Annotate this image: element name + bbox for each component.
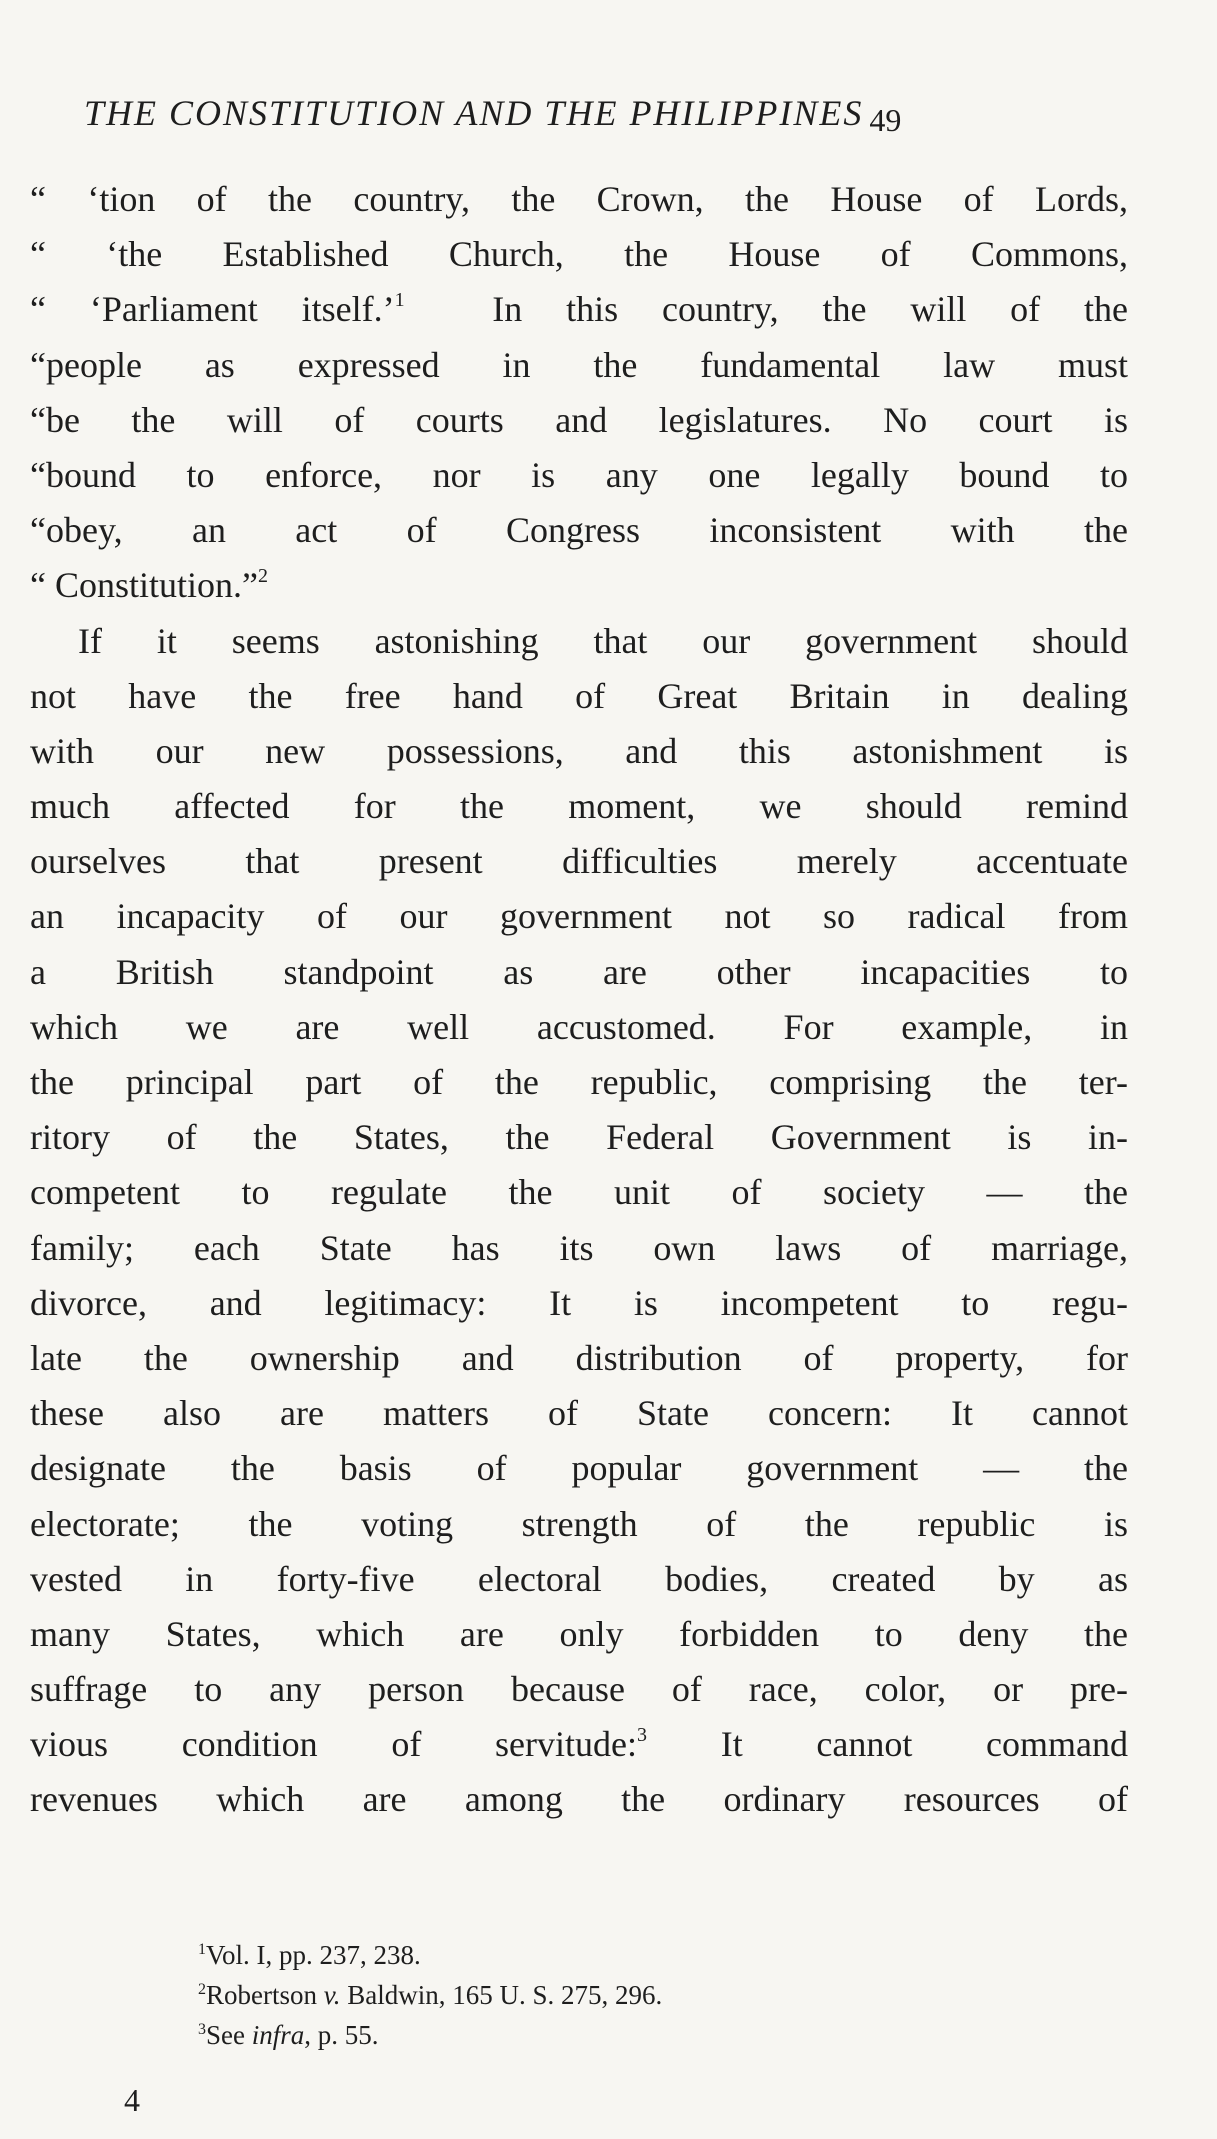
text-line: “ ‘tion of the country, the Crown, the House of Lords, <box>30 179 1128 219</box>
text-line <box>30 1717 1128 1772</box>
text-line: an incapacity of our government not so radical from <box>30 896 1128 937</box>
footnote-text: Robertson <box>206 1980 324 2010</box>
text-line: designate the basis of popular government — the <box>30 1448 1128 1489</box>
text-line-end: In this country, the will of the <box>404 289 1128 330</box>
text-line: ritory of the States, the Federal Government is in- <box>30 1117 1128 1158</box>
footnotes <box>198 1935 1098 2055</box>
text-line: “bound to enforce, nor is any one legally bound to <box>30 454 1128 495</box>
text-line: “be the will of courts and legislatures. No court is <box>30 399 1128 440</box>
text-line <box>30 282 1128 337</box>
text-line: many States, which are only forbidden to deny the <box>30 1613 1128 1654</box>
footnote-italic: v. <box>323 1980 341 2010</box>
footnote-number: 1 <box>198 1941 206 1958</box>
footnote-text: Vol. I, pp. 237, 238. <box>206 1940 421 1970</box>
text-line-start: “ Constitution.” <box>30 565 258 606</box>
signature-mark: 4 <box>124 2082 140 2118</box>
footnote-text-rest: , p. 55. <box>304 2020 379 2050</box>
text-line: revenues which are among the ordinary resources of <box>30 1779 1128 1820</box>
text-line: the principal part of the republic, comprising the ter- <box>30 1062 1128 1102</box>
text-line-start: “ ‘Parliament itself.’ <box>30 289 395 330</box>
text-line: much affected for the moment, we should remind <box>30 786 1128 827</box>
text-line: competent to regulate the unit of society — the <box>30 1172 1128 1213</box>
header-title: THE CONSTITUTION AND THE PHILIPPINES <box>84 93 864 133</box>
text-line <box>30 558 1128 613</box>
footnote-text: See <box>206 2020 252 2050</box>
footnote <box>198 2015 1098 2055</box>
text-line: If it seems astonishing that our government should <box>78 620 1128 661</box>
text-line: not have the free hand of Great Britain in dealing <box>30 675 1128 716</box>
text-line: “obey, an act of Congress inconsistent with the <box>30 510 1128 551</box>
text-line: with our new possessions, and this astonishment is <box>30 730 1128 771</box>
text-line: late the ownership and distribution of property, for <box>30 1337 1128 1378</box>
text-line: “ ‘the Established Church, the House of Commons, <box>30 234 1128 275</box>
text-line: ourselves that present difficulties merely accentuate <box>30 841 1128 882</box>
text-line: these also are matters of State concern: It cannot <box>30 1393 1128 1434</box>
footnote-italic: infra <box>251 2020 305 2050</box>
footnote <box>198 1935 1098 1975</box>
text-line-end: It cannot command <box>647 1724 1128 1765</box>
footnote-number: 2 <box>198 1981 206 1998</box>
page-number: 49 <box>869 102 902 138</box>
text-line: which we are well accustomed. For example, in <box>30 1006 1128 1047</box>
text-line: family; each State has its own laws of marriage, <box>30 1227 1128 1268</box>
text-line: vested in forty-five electoral bodies, created by as <box>30 1558 1128 1599</box>
footnote-text-rest: Baldwin, 165 U. S. 275, 296. <box>340 1980 663 2010</box>
text-line: a British standpoint as are other incapacities to <box>30 951 1128 992</box>
text-line: suffrage to any person because of race, color, or pre- <box>30 1669 1128 1710</box>
running-header <box>84 92 1144 138</box>
footnote-marker: 1 <box>394 289 405 312</box>
footnote-number: 3 <box>198 2021 206 2038</box>
footnote <box>198 1975 1098 2015</box>
footnote-marker: 2 <box>258 565 268 588</box>
text-line: “people as expressed in the fundamental law must <box>30 344 1128 385</box>
text-line-start: vious condition of servitude: <box>30 1724 638 1765</box>
text-line: divorce, and legitimacy: It is incompetent to regu- <box>30 1282 1128 1323</box>
body-text <box>30 172 1128 1828</box>
footnote-marker: 3 <box>637 1724 648 1747</box>
text-line: electorate; the voting strength of the republic is <box>30 1503 1128 1544</box>
